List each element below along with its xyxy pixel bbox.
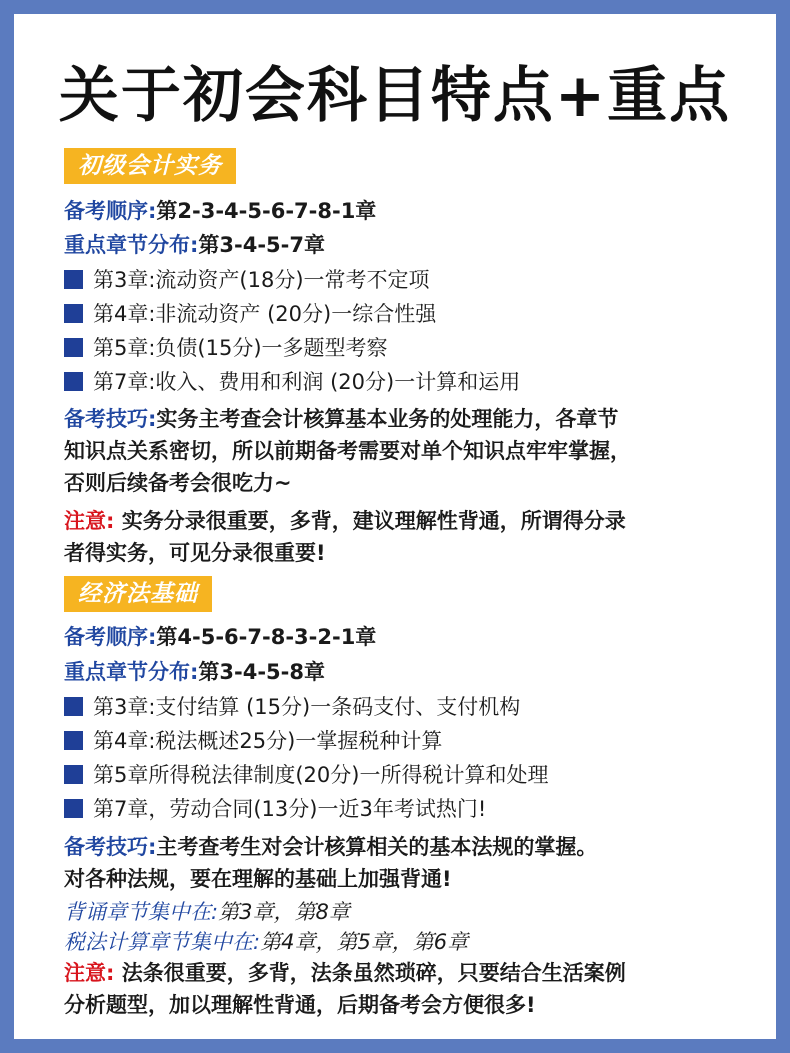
- study-order-value: 第2-3-4-5-6-7-8-1章: [156, 199, 377, 223]
- chapter-text: 第7章:收入、费用和利润 (20分)一计算和运用: [93, 370, 521, 394]
- tips-line: [64, 403, 618, 436]
- section-tag-economic-law: 经济法基础: [64, 576, 212, 612]
- note-line: [64, 505, 626, 538]
- chapter-text: 第4章:非流动资产 (20分)一综合性强: [93, 302, 437, 326]
- square-bullet-icon: [64, 799, 83, 818]
- chapter-item: [64, 793, 486, 826]
- focus-chapters-line: [64, 229, 325, 262]
- study-order-value: 第4-5-6-7-8-3-2-1章: [156, 625, 377, 649]
- tips-line: [64, 831, 597, 864]
- tips-text: 知识点关系密切，所以前期备考需要对单个知识点牢牢掌握，: [64, 439, 631, 463]
- tips-text: 否则后续备考会很吃力~: [64, 471, 292, 495]
- study-order-label: 备考顺序:: [64, 199, 157, 223]
- note-text: 分析题型，加以理解性背通，后期备考会方便很多!: [64, 993, 536, 1017]
- page-title: 关于初会科目特点+重点: [58, 61, 732, 131]
- note-text: 者得实务，可见分录很重要!: [64, 541, 326, 565]
- square-bullet-icon: [64, 731, 83, 750]
- chapter-text: 第5章:负债(15分)一多题型考察: [93, 336, 388, 360]
- tips-text: 主考查考生对会计核算相关的基本法规的掌握。: [156, 835, 598, 859]
- chapter-text: 第4章:税法概述25分)一掌握税种计算: [93, 729, 443, 753]
- tips-label: 备考技巧:: [64, 835, 157, 859]
- tax-chapters-label: 税法计算章节集中在:: [64, 930, 261, 954]
- square-bullet-icon: [64, 338, 83, 357]
- study-order-label: 备考顺序:: [64, 625, 157, 649]
- chapter-text: 第3章:流动资产(18分)一常考不定项: [93, 268, 430, 292]
- tips-text: 对各种法规，要在理解的基础上加强背通!: [64, 867, 452, 891]
- chapter-text: 第7章，劳动合同(13分)一近3年考试热门!: [93, 797, 487, 821]
- section-tag-accounting: 初级会计实务: [64, 148, 236, 184]
- tax-chapters-line: [64, 926, 468, 959]
- chapter-item: [64, 298, 436, 331]
- note-text: 法条很重要，多背，法条虽然琐碎，只要结合生活案例: [114, 961, 626, 985]
- tax-chapters-value: 第4章，第5章，第6章: [260, 930, 469, 954]
- content-card: [14, 14, 776, 1039]
- note-label: 注意:: [64, 509, 115, 533]
- recite-chapters-line: [64, 896, 350, 929]
- recite-chapters-value: 第3章，第8章: [218, 900, 350, 924]
- square-bullet-icon: [64, 697, 83, 716]
- chapter-item: [64, 691, 520, 724]
- tips-label: 备考技巧:: [64, 407, 157, 431]
- chapter-item: [64, 725, 442, 758]
- square-bullet-icon: [64, 372, 83, 391]
- chapter-item: [64, 264, 430, 297]
- recite-chapters-label: 背诵章节集中在:: [64, 900, 219, 924]
- chapter-item: [64, 366, 520, 399]
- tips-text: 实务主考查会计核算基本业务的处理能力，各章节: [156, 407, 619, 431]
- study-order-line: [64, 195, 376, 228]
- focus-chapters-label: 重点章节分布:: [64, 660, 199, 684]
- note-label: 注意:: [64, 961, 115, 985]
- chapter-text: 第3章:支付结算 (15分)一条码支付、支付机构: [93, 695, 521, 719]
- square-bullet-icon: [64, 765, 83, 784]
- chapter-item: [64, 759, 548, 792]
- note-line: [64, 957, 626, 990]
- square-bullet-icon: [64, 270, 83, 289]
- focus-chapters-value: 第3-4-5-8章: [198, 660, 326, 684]
- chapter-text: 第5章所得税法律制度(20分)一所得税计算和处理: [93, 763, 549, 787]
- focus-chapters-label: 重点章节分布:: [64, 233, 199, 257]
- note-text: 实务分录很重要，多背，建议理解性背通，所谓得分录: [114, 509, 626, 533]
- square-bullet-icon: [64, 304, 83, 323]
- chapter-item: [64, 332, 388, 365]
- study-order-line: [64, 621, 376, 654]
- focus-chapters-value: 第3-4-5-7章: [198, 233, 326, 257]
- focus-chapters-line: [64, 656, 325, 689]
